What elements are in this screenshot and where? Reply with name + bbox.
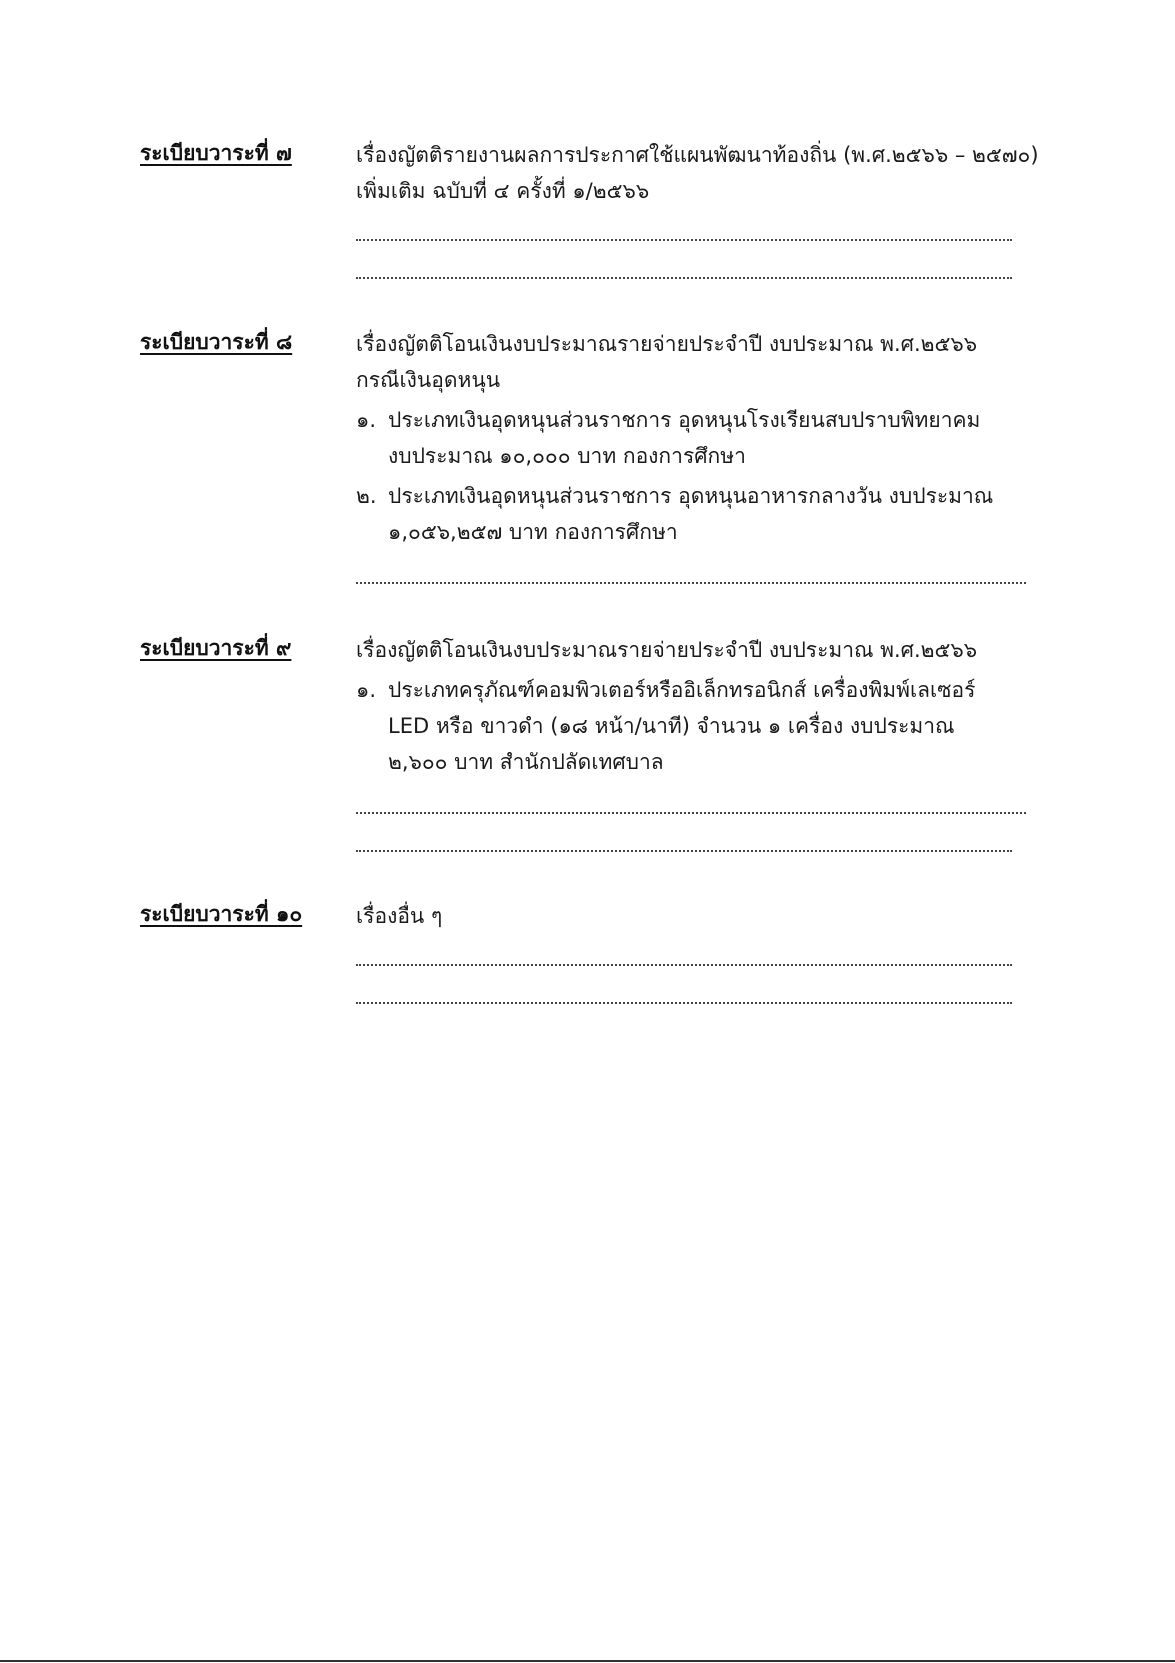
fill-in-line bbox=[356, 213, 1096, 251]
agenda-10-body bbox=[356, 898, 1096, 1014]
agenda-7-title-line-2: เพิ่มเติม ฉบับที่ ๔ ครั้งที่ ๑/๒๕๖๖ bbox=[356, 179, 650, 203]
agenda-8-item-1-number: ๑. bbox=[356, 408, 377, 432]
fill-in-line bbox=[356, 938, 1096, 976]
agenda-9-item-1-line-2: LED หรือ ขาวดำ (๑๘ หน้า/นาที) จำนวน ๑ เครื่อง งบประมาณ bbox=[388, 714, 955, 738]
agenda-9-item-1 bbox=[356, 672, 1096, 780]
agenda-7-body bbox=[356, 137, 1096, 289]
fill-in-line bbox=[356, 556, 1096, 594]
agenda-9-item-1-number: ๑. bbox=[356, 678, 377, 702]
agenda-8-item-1-line-2: งบประมาณ ๑๐,๐๐๐ บาท กองการศึกษา bbox=[388, 444, 746, 468]
scan-edge-line bbox=[0, 1660, 1175, 1662]
agenda-7-label: ระเบียบวาระที่ ๗ bbox=[140, 141, 292, 165]
agenda-8-item-1 bbox=[356, 402, 1096, 474]
agenda-8-item-2-line-1: ประเภทเงินอุดหนุนส่วนราชการ อุดหนุนอาหารกลางวัน งบประมาณ bbox=[388, 484, 994, 508]
agenda-8-title-line-1: เรื่องญัตติโอนเงินงบประมาณรายจ่ายประจำปี งบประมาณ พ.ศ.๒๕๖๖ bbox=[356, 332, 978, 356]
agenda-9-item-1-line-3: ๒,๖๐๐ บาท สำนักปลัดเทศบาล bbox=[388, 750, 664, 774]
agenda-10-label: ระเบียบวาระที่ ๑๐ bbox=[140, 902, 303, 926]
agenda-8-item-1-line-1: ประเภทเงินอุดหนุนส่วนราชการ อุดหนุนโรงเรียนสบปราบพิทยาคม bbox=[388, 408, 981, 432]
agenda-7-title-line-1: เรื่องญัตติรายงานผลการประกาศใช้แผนพัฒนาท้องถิ่น (พ.ศ.๒๕๖๖ – ๒๕๗๐) bbox=[356, 143, 1039, 167]
fill-in-line bbox=[356, 786, 1096, 824]
agenda-8-label: ระเบียบวาระที่ ๘ bbox=[140, 330, 293, 354]
agenda-10-title-line-1: เรื่องอื่น ๆ bbox=[356, 904, 443, 928]
agenda-9-label: ระเบียบวาระที่ ๙ bbox=[140, 636, 292, 660]
fill-in-line bbox=[356, 251, 1096, 289]
agenda-8-item-2-number: ๒. bbox=[356, 484, 377, 508]
fill-in-line bbox=[356, 976, 1096, 1014]
agenda-8-item-2-line-2: ๑,๐๕๖,๒๕๗ บาท กองการศึกษา bbox=[388, 520, 678, 544]
agenda-8-title-line-2: กรณีเงินอุดหนุน bbox=[356, 368, 501, 392]
agenda-9-item-1-line-1: ประเภทครุภัณฑ์คอมพิวเตอร์หรืออิเล็กทรอนิกส์ เครื่องพิมพ์เลเซอร์ bbox=[388, 678, 976, 702]
agenda-9-body bbox=[356, 632, 1096, 862]
fill-in-line bbox=[356, 824, 1096, 862]
agenda-9-title-line-1: เรื่องญัตติโอนเงินงบประมาณรายจ่ายประจำปี งบประมาณ พ.ศ.๒๕๖๖ bbox=[356, 638, 978, 662]
agenda-8-body bbox=[356, 326, 1096, 594]
agenda-8-item-2 bbox=[356, 478, 1096, 550]
